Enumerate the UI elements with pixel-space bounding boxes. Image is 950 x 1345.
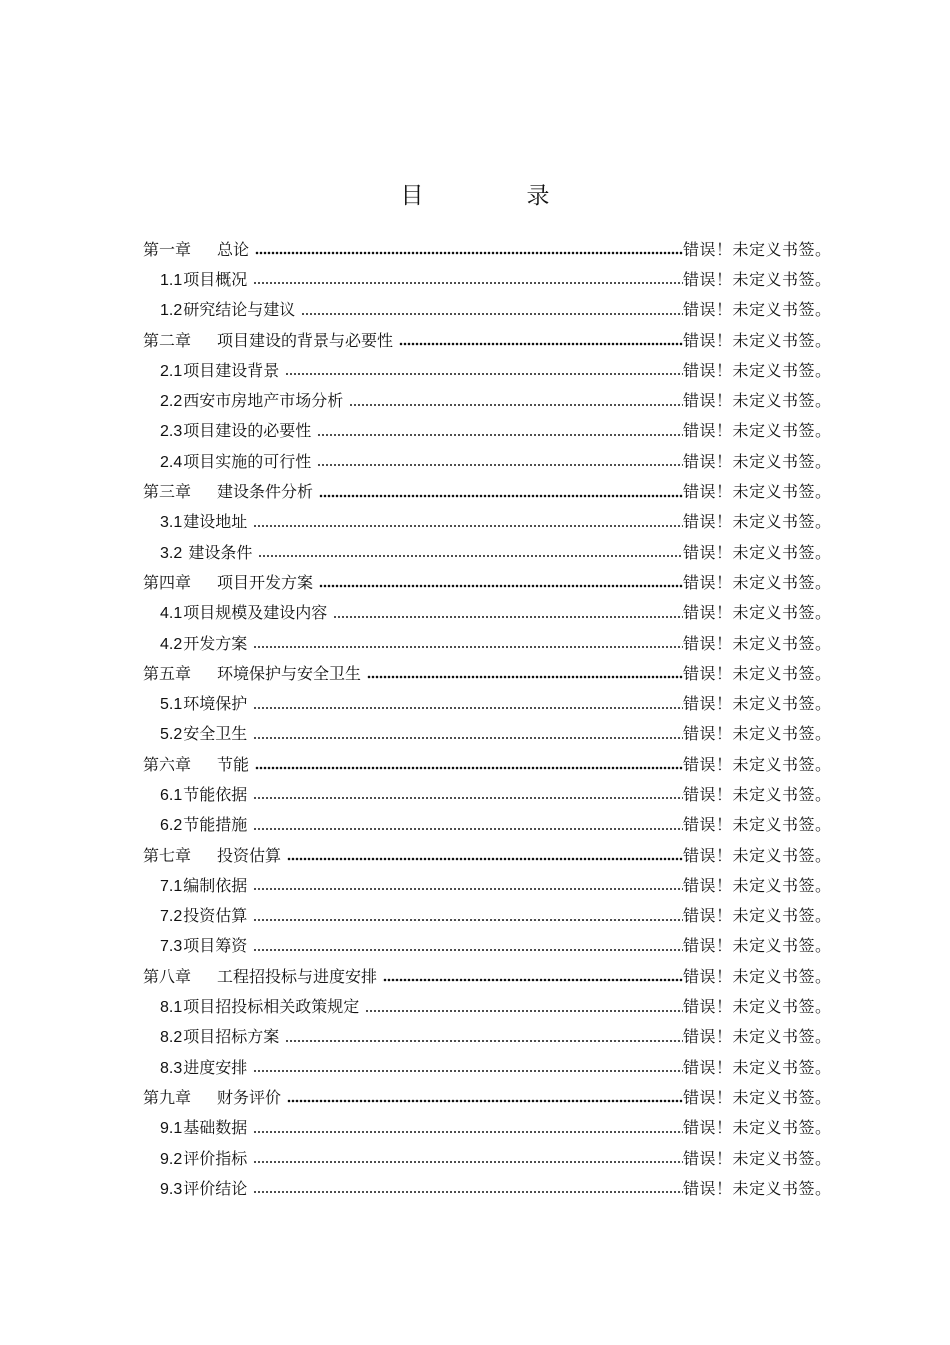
page-reference: 错误！未定义书签。 [683, 239, 832, 259]
entry-title: 环境保护与安全卫生 [217, 663, 362, 683]
page-reference: 错误！未定义书签。 [683, 330, 832, 350]
toc-chapter-entry[interactable] [143, 233, 838, 263]
dot-leader [333, 609, 683, 619]
chapter-number: 第三章 [143, 482, 192, 502]
toc-chapter-entry[interactable] [143, 566, 838, 596]
toc-entry-label [160, 994, 365, 1017]
toc-chapter-entry[interactable] [143, 657, 838, 687]
toc-entry-label [160, 297, 301, 320]
entry-title: 安全卫生 [183, 724, 248, 744]
section-number: 4.1 [160, 605, 183, 623]
toc-entry-label [160, 449, 317, 472]
page-reference: 错误！未定义书签。 [683, 875, 832, 895]
toc-chapter-entry[interactable] [143, 324, 838, 354]
toc-chapter-entry[interactable] [143, 839, 838, 869]
dot-leader [383, 972, 683, 982]
page-reference: 错误！未定义书签。 [683, 694, 832, 714]
section-number: 2.1 [160, 362, 183, 380]
toc-section-entry[interactable] [143, 900, 838, 930]
section-number: 6.2 [160, 817, 183, 835]
toc-section-entry[interactable] [143, 263, 838, 293]
dot-leader [285, 366, 683, 376]
section-number: 5.2 [160, 726, 183, 744]
dot-leader [253, 700, 683, 710]
section-number: 1.2 [160, 302, 183, 320]
entry-title: 总论 [217, 239, 250, 259]
entry-title: 项目筹资 [183, 936, 248, 956]
toc-section-entry[interactable] [143, 718, 838, 748]
dot-leader [253, 275, 683, 285]
entry-title: 西安市房地产市场分析 [183, 391, 344, 411]
section-number: 7.2 [160, 908, 183, 926]
dot-leader [253, 1063, 683, 1073]
page-reference: 错误！未定义书签。 [683, 845, 832, 865]
section-number: 3.2 [160, 544, 183, 562]
page-reference: 错误！未定义书签。 [683, 724, 832, 744]
toc-entry-label [160, 782, 253, 805]
toc-entry-label [160, 1024, 285, 1047]
section-number: 2.3 [160, 423, 183, 441]
entry-title: 项目规模及建设内容 [183, 603, 328, 623]
toc-entry-label [160, 600, 333, 623]
toc-section-entry[interactable] [143, 627, 838, 657]
dot-leader [255, 245, 683, 255]
toc-section-entry[interactable] [143, 1051, 838, 1081]
page-reference: 错误！未定义书签。 [683, 1148, 832, 1168]
toc-section-entry[interactable] [143, 990, 838, 1020]
toc-section-entry[interactable] [143, 445, 838, 475]
section-number: 3.1 [160, 514, 183, 532]
toc-entry-label [160, 509, 253, 532]
entry-title: 节能措施 [183, 815, 248, 835]
entry-title: 研究结论与建议 [183, 300, 296, 320]
entry-title: 进度安排 [183, 1057, 248, 1077]
toc-chapter-entry[interactable] [143, 748, 838, 778]
section-number: 8.1 [160, 999, 183, 1017]
page-reference: 错误！未定义书签。 [683, 1118, 832, 1138]
entry-title: 投资估算 [183, 906, 248, 926]
entry-title: 项目实施的可行性 [183, 451, 312, 471]
page-reference: 错误！未定义书签。 [683, 300, 832, 320]
entry-title: 工程招投标与进度安排 [217, 966, 378, 986]
toc-entry-label [160, 873, 253, 896]
section-number: 5.1 [160, 696, 183, 714]
entry-title: 投资估算 [217, 845, 282, 865]
section-number: 9.2 [160, 1150, 183, 1168]
toc-chapter-entry[interactable] [143, 475, 838, 505]
dot-leader [253, 790, 683, 800]
entry-title: 项目建设的背景与必要性 [217, 330, 394, 350]
toc-entry-label [143, 328, 399, 351]
toc-section-entry[interactable] [143, 597, 838, 627]
section-number: 2.4 [160, 453, 183, 471]
page-reference: 错误！未定义书签。 [683, 754, 832, 774]
toc-entry-label [160, 1115, 253, 1138]
toc-entry-label [143, 479, 319, 502]
section-number: 9.3 [160, 1180, 183, 1198]
toc-entry-label [160, 1176, 253, 1199]
entry-title: 财务评价 [217, 1087, 282, 1107]
page-reference: 错误！未定义书签。 [683, 663, 832, 683]
toc-section-entry[interactable] [143, 415, 838, 445]
toc-section-entry[interactable] [143, 869, 838, 899]
entry-title: 项目建设的必要性 [183, 421, 312, 441]
chapter-number: 第二章 [143, 330, 192, 350]
entry-title: 建设地址 [183, 512, 248, 532]
dot-leader [253, 942, 683, 952]
page-reference: 错误！未定义书签。 [683, 1057, 832, 1077]
dot-leader [253, 1154, 683, 1164]
toc-entry-label [160, 721, 253, 744]
entry-title: 项目概况 [183, 269, 248, 289]
section-number: 9.1 [160, 1120, 183, 1138]
page-reference: 错误！未定义书签。 [683, 512, 832, 532]
entry-title: 评价结论 [183, 1178, 248, 1198]
chapter-number: 第九章 [143, 1087, 192, 1107]
entry-title: 项目开发方案 [217, 572, 314, 592]
page-reference: 错误！未定义书签。 [683, 966, 832, 986]
entry-title: 建设条件 [183, 542, 253, 562]
toc-entry-label [160, 540, 258, 563]
page-reference: 错误！未定义书签。 [683, 360, 832, 380]
toc-entry-label [143, 752, 255, 775]
page-reference: 错误！未定义书签。 [683, 906, 832, 926]
toc-entry-label [143, 661, 367, 684]
toc-section-entry[interactable] [143, 1021, 838, 1051]
page-reference: 错误！未定义书签。 [683, 1027, 832, 1047]
dot-leader [365, 1003, 683, 1013]
toc-section-entry[interactable] [143, 294, 838, 324]
page-reference: 错误！未定义书签。 [683, 269, 832, 289]
chapter-number: 第四章 [143, 572, 192, 592]
toc-section-entry[interactable] [143, 354, 838, 384]
toc-entry-label [160, 812, 253, 835]
toc-entry-label [143, 843, 287, 866]
entry-title: 项目建设背景 [183, 360, 280, 380]
dot-leader [253, 1184, 683, 1194]
chapter-number: 第六章 [143, 754, 192, 774]
entry-title: 评价指标 [183, 1148, 248, 1168]
entry-title: 开发方案 [183, 633, 248, 653]
toc-section-entry[interactable] [143, 1112, 838, 1142]
dot-leader [253, 881, 683, 891]
toc-entry-label [160, 1055, 253, 1078]
entry-title: 编制依据 [183, 875, 248, 895]
page-reference: 错误！未定义书签。 [683, 936, 832, 956]
toc-section-entry[interactable] [143, 536, 838, 566]
section-number: 2.2 [160, 393, 183, 411]
chapter-number: 第七章 [143, 845, 192, 865]
page-reference: 错误！未定义书签。 [683, 603, 832, 623]
page-reference: 错误！未定义书签。 [683, 784, 832, 804]
dot-leader [253, 639, 683, 649]
toc-section-entry[interactable] [143, 1172, 838, 1202]
toc-chapter-entry[interactable] [143, 960, 838, 990]
chapter-number: 第五章 [143, 663, 192, 683]
toc-entry-label [160, 933, 253, 956]
toc-entry-label [160, 691, 253, 714]
toc-entry-label [143, 570, 319, 593]
page-reference: 错误！未定义书签。 [683, 421, 832, 441]
toc-section-entry[interactable] [143, 1142, 838, 1172]
toc-entry-label [160, 358, 285, 381]
page-reference: 错误！未定义书签。 [683, 633, 832, 653]
dot-leader [253, 912, 683, 922]
toc-section-entry[interactable] [143, 687, 838, 717]
entry-title: 建设条件分析 [217, 482, 314, 502]
entry-title: 基础数据 [183, 1118, 248, 1138]
page-reference: 错误！未定义书签。 [683, 482, 832, 502]
toc-section-entry[interactable] [143, 809, 838, 839]
toc-title: 目 录 [400, 183, 590, 209]
section-number: 8.2 [160, 1029, 183, 1047]
dot-leader [253, 518, 683, 528]
page-reference: 错误！未定义书签。 [683, 391, 832, 411]
dot-leader [317, 427, 683, 437]
entry-title: 节能依据 [183, 784, 248, 804]
toc-section-entry[interactable] [143, 506, 838, 536]
page-reference: 错误！未定义书签。 [683, 1087, 832, 1107]
dot-leader [253, 730, 683, 740]
section-number: 7.1 [160, 877, 183, 895]
page-reference: 错误！未定义书签。 [683, 572, 832, 592]
section-number: 6.1 [160, 786, 183, 804]
page-reference: 错误！未定义书签。 [683, 815, 832, 835]
dot-leader [319, 578, 683, 588]
entry-title: 项目招标方案 [183, 1027, 280, 1047]
dot-leader [285, 1033, 683, 1043]
page-reference: 错误！未定义书签。 [683, 542, 832, 562]
toc-section-entry[interactable] [143, 930, 838, 960]
toc-chapter-entry[interactable] [143, 1081, 838, 1111]
toc-entry-label [160, 631, 253, 654]
toc-entry-label [160, 903, 253, 926]
entry-title: 项目招投标相关政策规定 [183, 997, 360, 1017]
toc-entry-label [160, 418, 317, 441]
dot-leader [253, 1124, 683, 1134]
toc-entry-label [143, 237, 255, 260]
entry-title: 节能 [217, 754, 250, 774]
section-number: 7.3 [160, 938, 183, 956]
entry-title: 环境保护 [183, 694, 248, 714]
chapter-number: 第一章 [143, 239, 192, 259]
section-number: 8.3 [160, 1059, 183, 1077]
dot-leader [287, 851, 683, 861]
dot-leader [399, 336, 683, 346]
section-number: 4.2 [160, 635, 183, 653]
dot-leader [317, 457, 683, 467]
dot-leader [258, 548, 683, 558]
toc-section-entry[interactable] [143, 384, 838, 414]
dot-leader [301, 306, 683, 316]
page-reference: 错误！未定义书签。 [683, 997, 832, 1017]
toc-section-entry[interactable] [143, 778, 838, 808]
toc-entry-label [160, 267, 253, 290]
dot-leader [255, 760, 683, 770]
dot-leader [367, 669, 683, 679]
toc-entry-label [143, 1085, 287, 1108]
dot-leader [349, 397, 683, 407]
section-number: 1.1 [160, 271, 183, 289]
toc-entry-label [143, 964, 383, 987]
dot-leader [287, 1093, 683, 1103]
page-reference: 错误！未定义书签。 [683, 1178, 832, 1198]
toc-entry-label [160, 388, 349, 411]
dot-leader [319, 488, 683, 498]
dot-leader [253, 821, 683, 831]
toc-entry-label [160, 1146, 253, 1169]
table-of-contents [143, 233, 838, 1203]
page-reference: 错误！未定义书签。 [683, 451, 832, 471]
chapter-number: 第八章 [143, 966, 192, 986]
